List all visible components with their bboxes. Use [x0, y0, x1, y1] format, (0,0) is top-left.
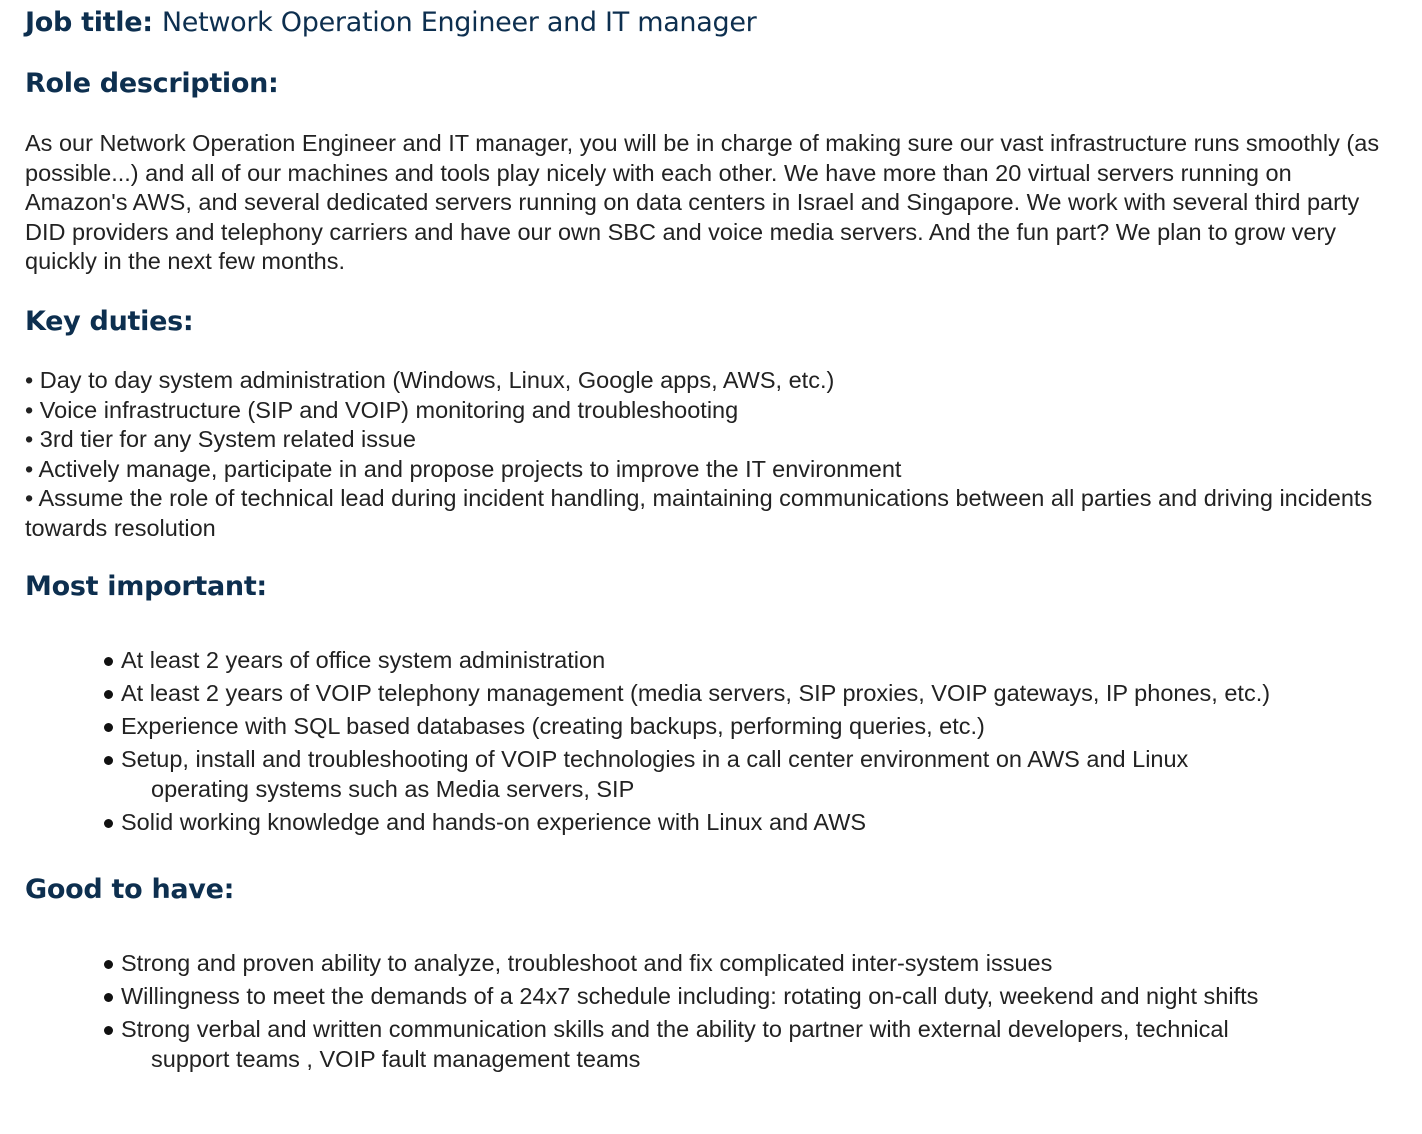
list-item: • 3rd tier for any System related issue — [25, 426, 416, 452]
list-item — [103, 646, 1393, 676]
list-item: • Day to day system administration (Windows, Linux, Google apps, AWS, etc.) — [25, 367, 835, 393]
list-item-text-continued: operating systems such as Media servers, SIP — [151, 775, 635, 802]
good-to-have-heading: Good to have: — [25, 874, 235, 905]
bullet-icon — [104, 690, 113, 699]
list-item-text: At least 2 years of office system administration — [121, 647, 606, 673]
list-item-text: Strong verbal and written communication skills and the ability to partner with external developers, technical — [121, 1016, 1229, 1042]
job-title-value: Network Operation Engineer and IT manager — [161, 7, 757, 38]
list-item-text: Setup, install and troubleshooting of VOIP technologies in a call center environment on AWS and Linux — [121, 746, 1189, 772]
most-important-heading: Most important: — [25, 571, 267, 602]
list-item-text: Strong and proven ability to analyze, troubleshoot and fix complicated inter-system issues — [121, 950, 1053, 976]
bullet-icon — [104, 819, 113, 828]
bullet-icon — [104, 1026, 113, 1035]
key-duties-heading: Key duties: — [25, 306, 194, 337]
list-item: • Voice infrastructure (SIP and VOIP) monitoring and troubleshooting — [25, 396, 739, 423]
list-item — [103, 982, 1393, 1012]
bullet-icon — [104, 723, 113, 732]
list-item — [103, 1015, 1393, 1074]
list-item-text-continued: support teams , VOIP fault management teams — [151, 1045, 641, 1072]
list-item — [103, 745, 1393, 804]
key-duties-list — [25, 366, 1395, 543]
list-item — [103, 679, 1393, 709]
list-item-text: Solid working knowledge and hands-on experience with Linux and AWS — [121, 808, 867, 835]
list-item-text: Willingness to meet the demands of a 24x7 schedule including: rotating on-call duty, weekend and night shifts — [121, 983, 1259, 1009]
list-item — [103, 808, 1393, 838]
list-item — [103, 712, 1393, 742]
bullet-icon — [104, 657, 113, 666]
role-description-text: As our Network Operation Engineer and IT manager, you will be in charge of making sure our vast infrastructure runs smoothly (as possible...) and all of our machines and tools play nicely with each other. We have more than 20 virtual servers running on Amazon's AWS, and several dedicated servers running on data centers in Israel and Singapore. We work with several third party DID providers and telephony carriers and have our own SBC and voice media servers. And the fun part? We plan to grow very quickly in the next few months. — [25, 130, 1380, 274]
list-item: • Assume the role of technical lead during incident handling, maintaining communications between all parties and driving incidents towards resolution — [25, 485, 1373, 541]
bullet-icon — [104, 960, 113, 969]
list-item — [103, 949, 1393, 979]
bullet-icon — [104, 756, 113, 765]
list-item-text: Experience with SQL based databases (creating backups, performing queries, etc.) — [121, 713, 985, 739]
most-important-list — [103, 646, 1393, 841]
job-title-label: Job title: — [25, 7, 153, 38]
role-description-heading: Role description: — [25, 68, 279, 99]
bullet-icon — [104, 993, 113, 1002]
good-to-have-list — [103, 949, 1393, 1078]
list-item-text: At least 2 years of VOIP telephony management (media servers, SIP proxies, VOIP gateways, IP phones, etc.) — [121, 680, 1271, 706]
list-item: • Actively manage, participate in and propose projects to improve the IT environment — [25, 455, 902, 482]
job-title — [25, 6, 756, 40]
